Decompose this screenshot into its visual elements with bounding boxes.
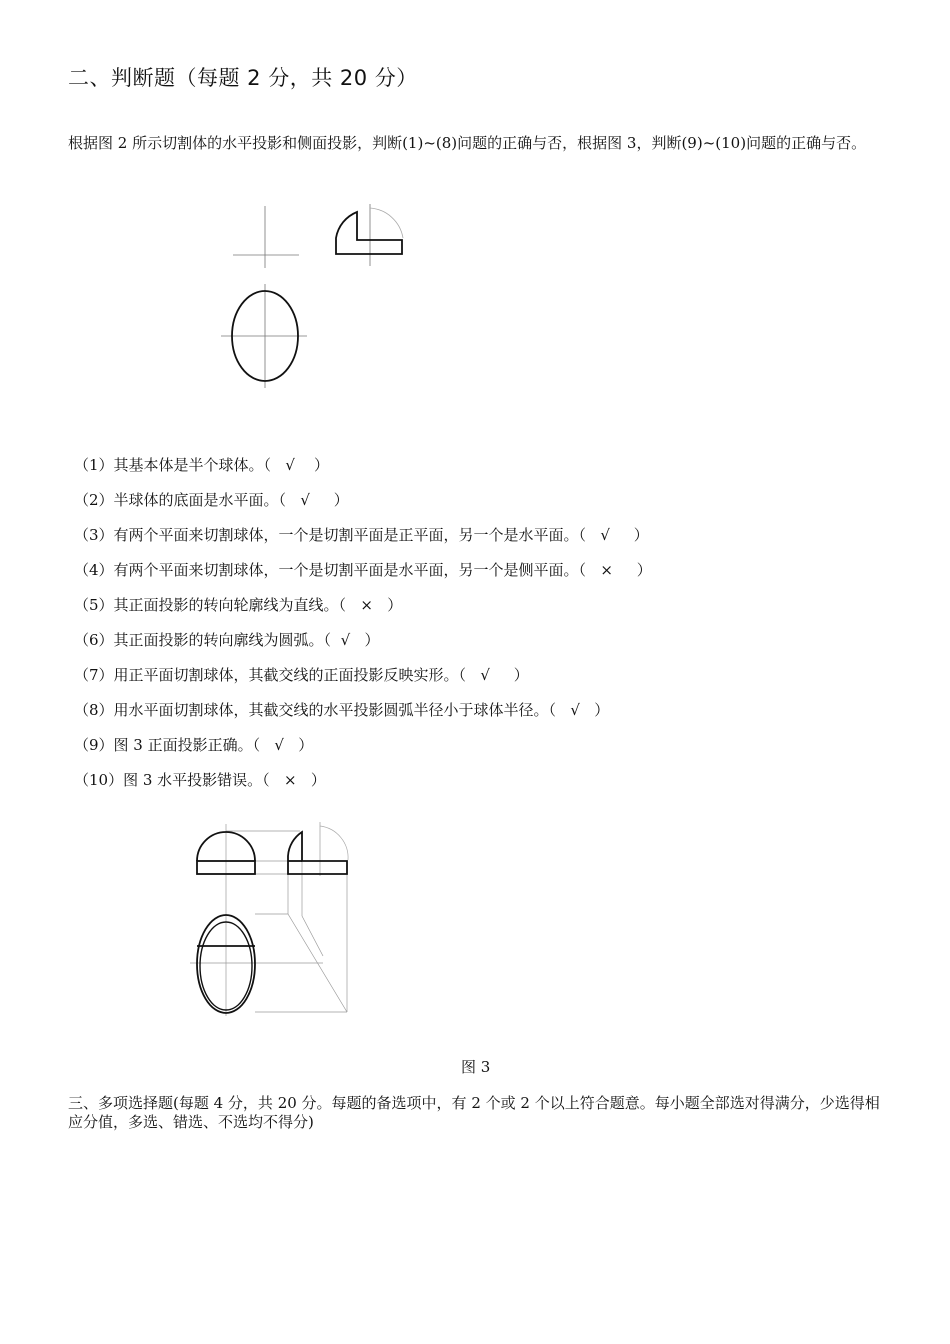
question-item: （2）半球体的底面是水平面。（ √ ） (74, 491, 349, 509)
side-view-outline (336, 212, 402, 254)
phantom-arc (370, 208, 403, 238)
section3-heading: 三、多项选择题(每题 4 分，共 20 分。每题的备选项中，有 2 个或 2 个以上符合题意。每小题全部选对得满分，少选得相应分值，多选、错选、不选均不得分) (68, 1094, 880, 1131)
question-item: （5）其正面投影的转向轮廓线为直线。（ × ） (74, 596, 403, 614)
figure2-drawing (215, 198, 415, 393)
question-item: （7）用正平面切割球体，其截交线的正面投影反映实形。（ √ ） (74, 666, 529, 684)
question-item: （10）图 3 水平投影错误。（ × ） (74, 771, 326, 789)
figure3-drawing (180, 816, 360, 1021)
question-list (74, 455, 652, 805)
question-item: （6）其正面投影的转向廓线为圆弧。（ √ ） (74, 631, 380, 649)
question-item: （3）有两个平面来切割球体，一个是切割平面是正平面，另一个是水平面。（ √ ） (74, 526, 649, 544)
question-item: （8）用水平面切割球体，其截交线的水平投影圆弧半径小于球体半径。（ √ ） (74, 701, 610, 719)
figure3-caption: 图 3 (461, 1058, 491, 1076)
side-view-outline (288, 832, 347, 874)
section2-intro: 根据图 2 所示切割体的水平投影和侧面投影，判断(1)~(8)问题的正确与否，根据图 3，判断(9)~(10)问题的正确与否。 (68, 134, 867, 152)
question-item: （9）图 3 正面投影正确。（ √ ） (74, 736, 314, 754)
question-item: （4）有两个平面来切割球体，一个是切割平面是水平面，另一个是侧平面。（ × ） (74, 561, 652, 579)
section2-title: 二、判断题（每题 2 分，共 20 分） (68, 66, 418, 90)
question-item: （1）其基本体是半个球体。（ √ ） (74, 456, 329, 474)
